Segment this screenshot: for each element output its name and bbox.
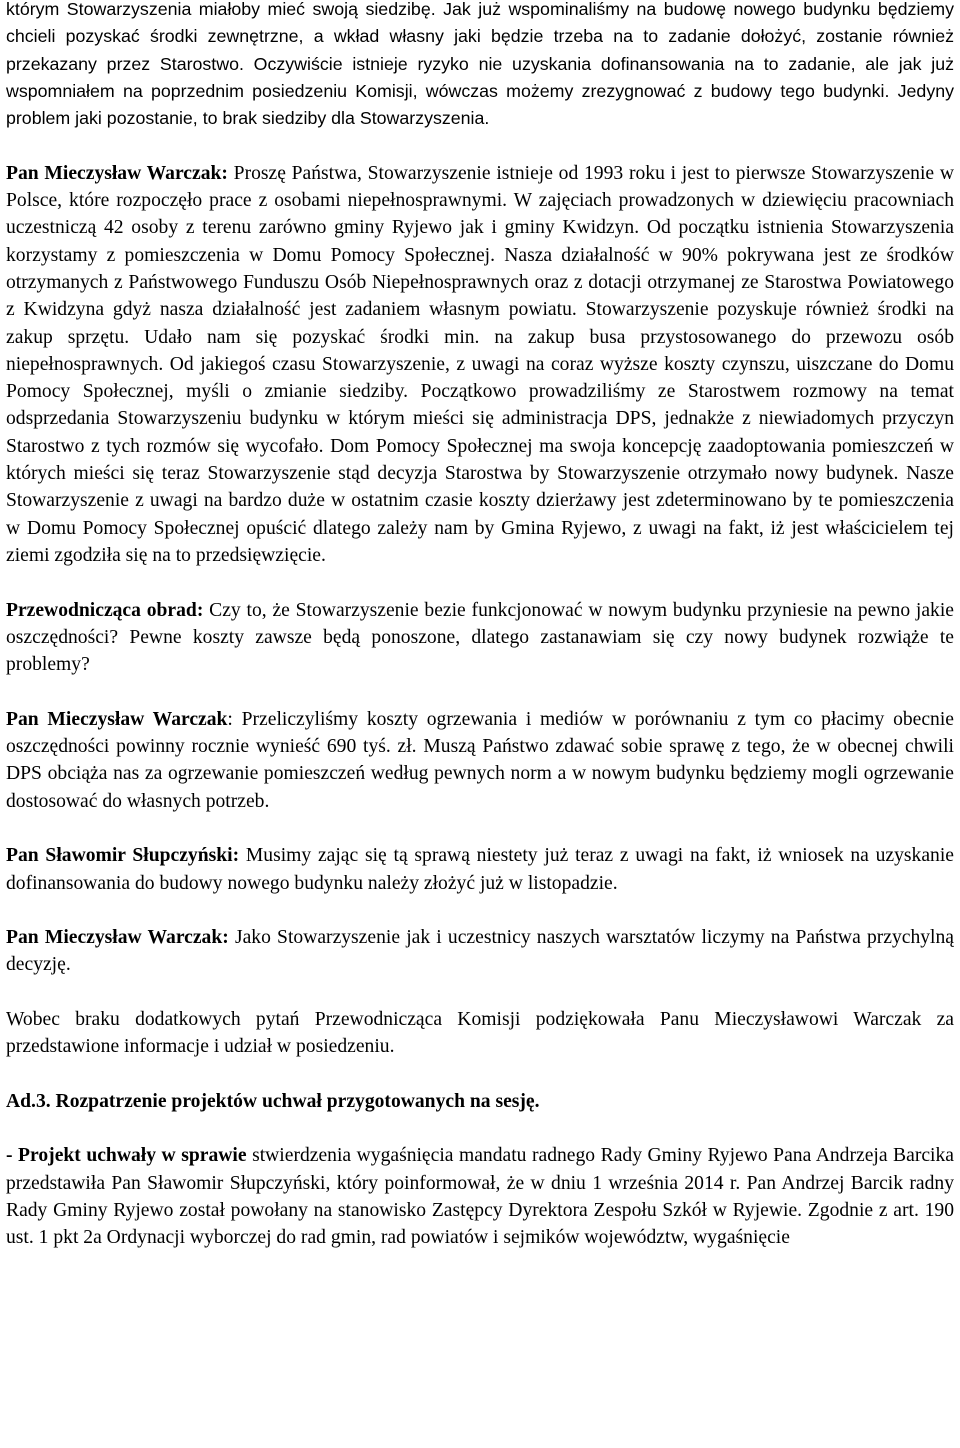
section-heading-text: Ad.3. Rozpatrzenie projektów uchwał przygotowanych na sesję. [6,1090,540,1112]
speaker-name: Przewodnicząca obrad: [6,599,204,621]
section-heading-ad3 [6,1088,954,1115]
paragraph-text: Musimy zając się tą sprawą niestety już teraz z uwagi na fakt, iż wniosek na uzyskanie dofinansowania do budowy nowego budynku należy złożyć już w listopadzie. [6,845,954,894]
paragraph-warczak-statement [6,160,954,569]
paragraph-chair-question [6,597,954,679]
resolution-label: - Projekt uchwały w sprawie [6,1145,247,1167]
paragraph-resolution-project [6,1142,954,1251]
paragraph-text: stwierdzenia wygaśnięcia mandatu radnego Rady Gminy Ryjewo Pana Andrzeja Barcika przedstawiła Pan Sławomir Słupczyński, który poinformował, że w dniu 1 września 2014 r. Pan Andrzej Barcik radny Rady Gminy Ryjewo został powołany na stanowisko Zastępcy Dyrektora Zespołu Szkół w Ryjewie. Zgodnie z art. 190 ust. 1 pkt 2a Ordynacji wyborczej do rad gmin, rad powiatów i sejmików województw, wygaśnięcie [6,1145,954,1249]
paragraph-text: którym Stowarzyszenia miałoby mieć swoją siedzibę. Jak już wspominaliśmy na budowę nowego budynku będziemy chcieli pozyskać środki zewnętrzne, a wkład własny jaki będzie trzeba na to zadanie dołożyć, zostanie również przekazany przez Starostwo. Oczywiście istnieje ryzyko nie uzyskania dofinansowania na to zadanie, ale jak już wspomniałem na poprzednim posiedzeniu Komisji, wówczas możemy zrezygnować z budowy tego budynki. Jedyny problem jaki pozostanie, to brak siedziby dla Stowarzyszenia. [6,0,954,129]
paragraph-text: Proszę Państwa, Stowarzyszenie istnieje od 1993 roku i jest to pierwsze Stowarzyszenie w Polsce, które rozpoczęło prace z osobami niepełnosprawnymi. W zajęciach prowadzonych w dziewięciu pracowniach uczestniczą 42 osoby z terenu zarówno gminy Ryjewo jak i gminy Kwidzyn. Od początku istnienia Stowarzyszenia korzystamy z pomieszczenia w Domu Pomocy Społecznej. Nasza działalność w 90% pokrywana jest ze środków otrzymanych z Państwowego Funduszu Osób Niepełnosprawnych oraz z dotacji otrzymanej ze Starostwa Powiatowego z Kwidzyna gdyż nasza działalność jest zadaniem własnym powiatu. Stowarzyszenie pozyskuje również środki na zakup sprzętu. Udało nam się pozyskać środki min. na zakup busa przystosowanego do przewozu osób niepełnosprawnych. Od jakiegoś czasu Stowarzyszenie, z uwagi na coraz wyższe koszty czynszu, uiszczane do Domu Pomocy Społecznej, myśli o zmianie siedziby. Początkowo prowadziliśmy ze Starostwem rozmowy na temat odsprzedania Stowarzyszeniu budynku w którym mieści się administracja DPS, jednakże z niewiadomych przyczyn Starostwo z tych rozmów się wycofało. Dom Pomocy Społecznej ma swoja koncepcję zaadoptowania pomieszczeń w których mieści się teraz Stowarzyszenie stąd decyzja Starostwa by Stowarzyszenie otrzymało nowy budynek. Nasze Stowarzyszenie z uwagi na bardzo duże w ostatnim czasie koszty dzierżawy jest zdeterminowano by te pomieszczenia w Domu Pomocy Społecznej opuścić dlatego zależy nam by Gmina Ryjewo, z uwagi na fakt, iż jest właścicielem tej ziemi zgodziła się na to przedsięwzięcie. [6,162,954,566]
speaker-name: Pan Mieczysław Warczak: [6,162,228,184]
paragraph-warczak-costs [6,706,954,815]
speaker-name: Pan Mieczysław Warczak [6,708,228,730]
paragraph-text: Czy to, że Stowarzyszenie bezie funkcjonować w nowym budynku przyniesie na pewno jakie oszczędności? Pewne koszty zawsze będą ponoszone, dlatego zastanawiam się czy nowy budynek rozwiąże te problemy? [6,599,954,676]
paragraph-text: Wobec braku dodatkowych pytań Przewodnicząca Komisji podziękowała Panu Mieczysławowi Warczak za przedstawione informacje i udział w posiedzeniu. [6,1008,954,1058]
paragraph-association-headquarters [6,0,954,132]
speaker-name: Pan Sławomir Słupczyński: [6,845,240,867]
paragraph-text: : Przeliczyliśmy koszty ogrzewania i mediów w porównaniu z tym co płacimy obecnie oszczędności powinny rocznie wynieść 690 tyś. zł. Muszą Państwo zdawać sobie sprawę z tego, że w obecnej chwili DPS obciąża nas za ogrzewanie pomieszczeń według pewnych norm a w nowym budynku będziemy mogli ogrzewanie dostosować do własnych potrzeb. [6,708,954,812]
speaker-name: Pan Mieczysław Warczak: [6,927,229,949]
paragraph-slupczynski-statement [6,842,954,897]
paragraph-chair-thanks [6,1006,954,1061]
paragraph-warczak-closing [6,924,954,979]
paragraph-text: Jako Stowarzyszenie jak i uczestnicy naszych warsztatów liczymy na Państwa przychylną decyzję. [6,927,954,976]
